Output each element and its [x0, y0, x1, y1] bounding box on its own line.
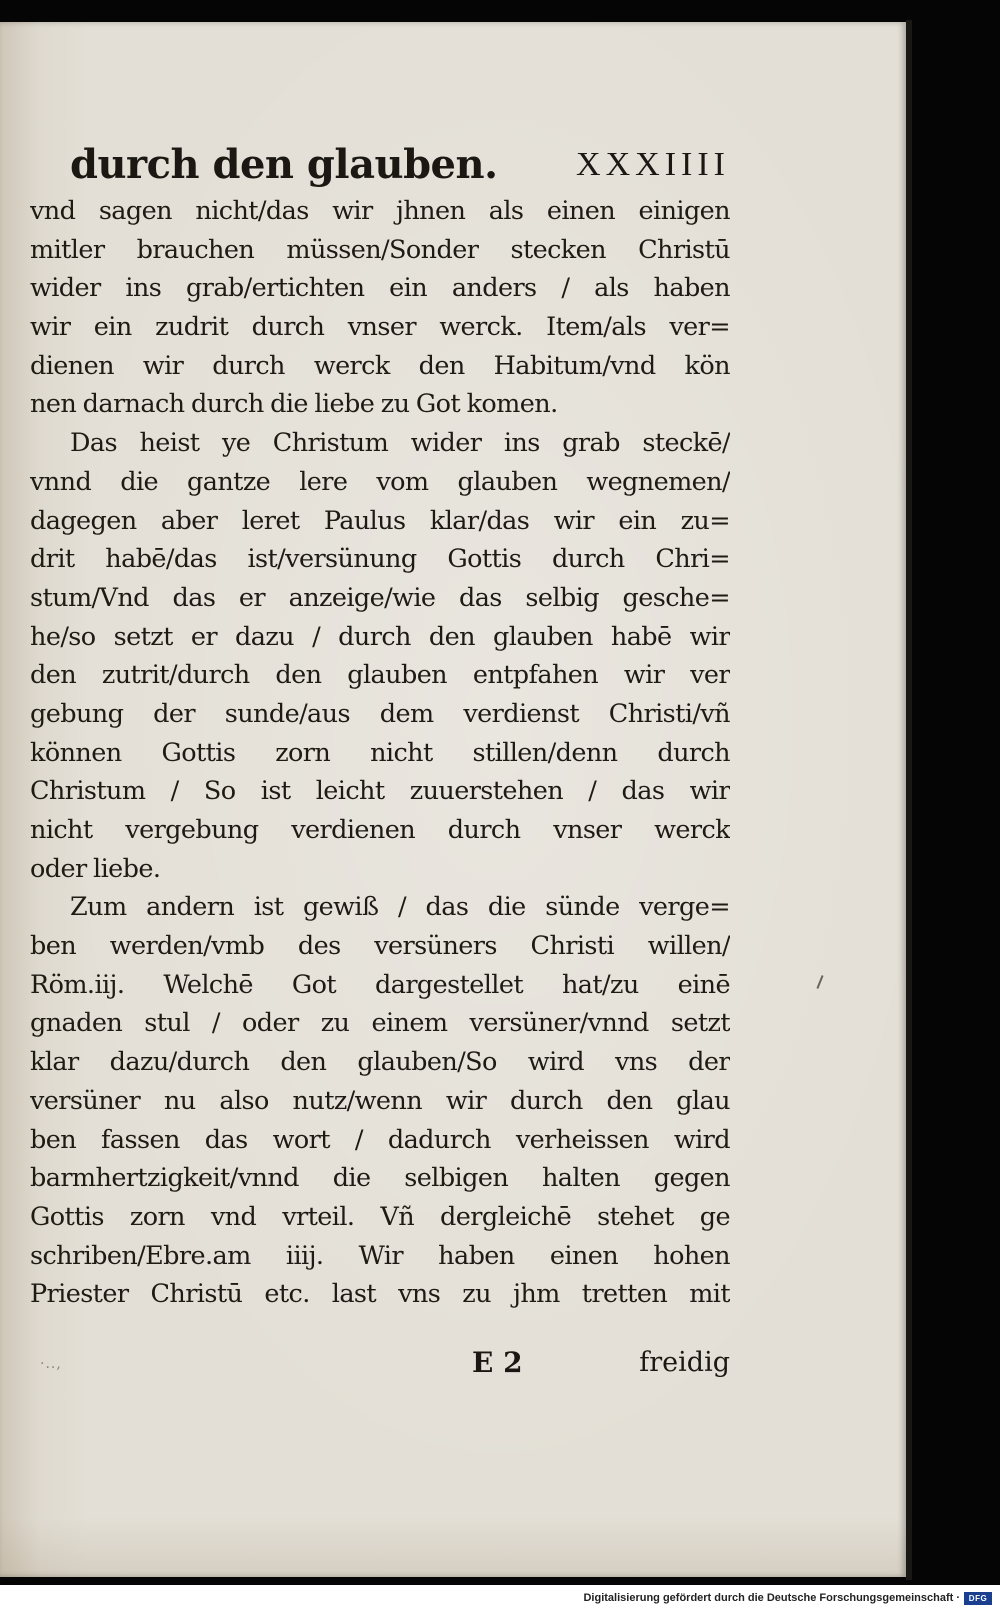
- text-line: Priester Christū etc. last vns zu jhm tretten mit: [30, 1279, 730, 1310]
- catchword: freidig: [639, 1347, 730, 1378]
- running-title: durch den glauben.: [70, 141, 498, 188]
- signature-mark: E 2: [472, 1346, 523, 1379]
- text-line: oder liebe.: [30, 853, 161, 884]
- text-line: stum/Vnd das er anzeige/wie das selbig gesche=: [30, 582, 730, 613]
- body-text: [30, 192, 730, 1314]
- text-line: versüner nu also nutz/wenn wir durch den glau: [30, 1085, 730, 1116]
- page-footer: [30, 1340, 730, 1386]
- faint-mark: ·..,: [40, 1356, 62, 1372]
- text-line: Christum / So ist leicht zuuerstehen / das wir: [30, 776, 730, 807]
- text-line: drit habē/das ist/versünung Gottis durch Chri=: [30, 544, 730, 575]
- text-line: vnnd die gantze lere vom glauben wegnemen/: [30, 466, 730, 497]
- folio-number: XXXIIII: [576, 146, 730, 183]
- text-line: nicht vergebung verdienen durch vnser werck: [30, 815, 730, 845]
- text-line: barmhertzigkeit/vnnd die selbigen halten gegen: [30, 1163, 730, 1194]
- text-line: dagegen aber leret Paulus klar/das wir ein zu=: [30, 505, 730, 536]
- text-line: wider ins grab/ertichten ein anders / als haben: [30, 273, 730, 304]
- page-edge: [906, 20, 912, 1580]
- text-line: Das heist ye Christum wider ins grab steckē/: [70, 428, 730, 459]
- funding-credit: Digitalisierung gefördert durch die Deutsche Forschungsgemeinschaft ·: [583, 1592, 960, 1604]
- text-line: Röm.iij. Welchē Got dargestellet hat/zu einē: [30, 969, 730, 1000]
- text-line: ben fassen das wort / dadurch verheissen wird: [30, 1124, 730, 1155]
- text-line: gnaden stul / oder zu einem versüner/vnnd setzt: [30, 1008, 730, 1039]
- text-line: gebung der sunde/aus dem verdienst Christi/vñ: [30, 698, 730, 729]
- text-line: mitler brauchen müssen/Sonder stecken Christū: [30, 234, 730, 265]
- text-line: klar dazu/durch den glauben/So wird vns der: [30, 1047, 730, 1078]
- text-line: dienen wir durch werck den Habitum/vnd kön: [30, 350, 730, 381]
- text-line: den zutrit/durch den glauben entpfahen wir ver: [30, 660, 730, 691]
- text-line: ben werden/vmb des versüners Christi willen/: [30, 931, 730, 962]
- text-line: Gottis zorn vnd vrteil. Vñ dergleichē stehet ge: [30, 1201, 730, 1232]
- text-line: he/so setzt er dazu / durch den glauben habē wir: [30, 621, 730, 652]
- text-line: können Gottis zorn nicht stillen/denn durch: [30, 737, 730, 768]
- credit-bar: [0, 1585, 1000, 1612]
- text-line: vnd sagen nicht/das wir jhnen als einen einigen: [30, 196, 730, 226]
- text-line: wir ein zudrit durch vnser werck. Item/als ver=: [30, 312, 730, 343]
- text-line: schriben/Ebre.am iiij. Wir haben einen hohen: [30, 1240, 730, 1271]
- dfg-logo-icon: DFG: [964, 1592, 992, 1605]
- text-line: nen darnach durch die liebe zu Got komen.: [30, 389, 558, 420]
- text-line: Zum andern ist gewiß / das die sünde verge=: [70, 892, 730, 923]
- page-header: [70, 132, 730, 198]
